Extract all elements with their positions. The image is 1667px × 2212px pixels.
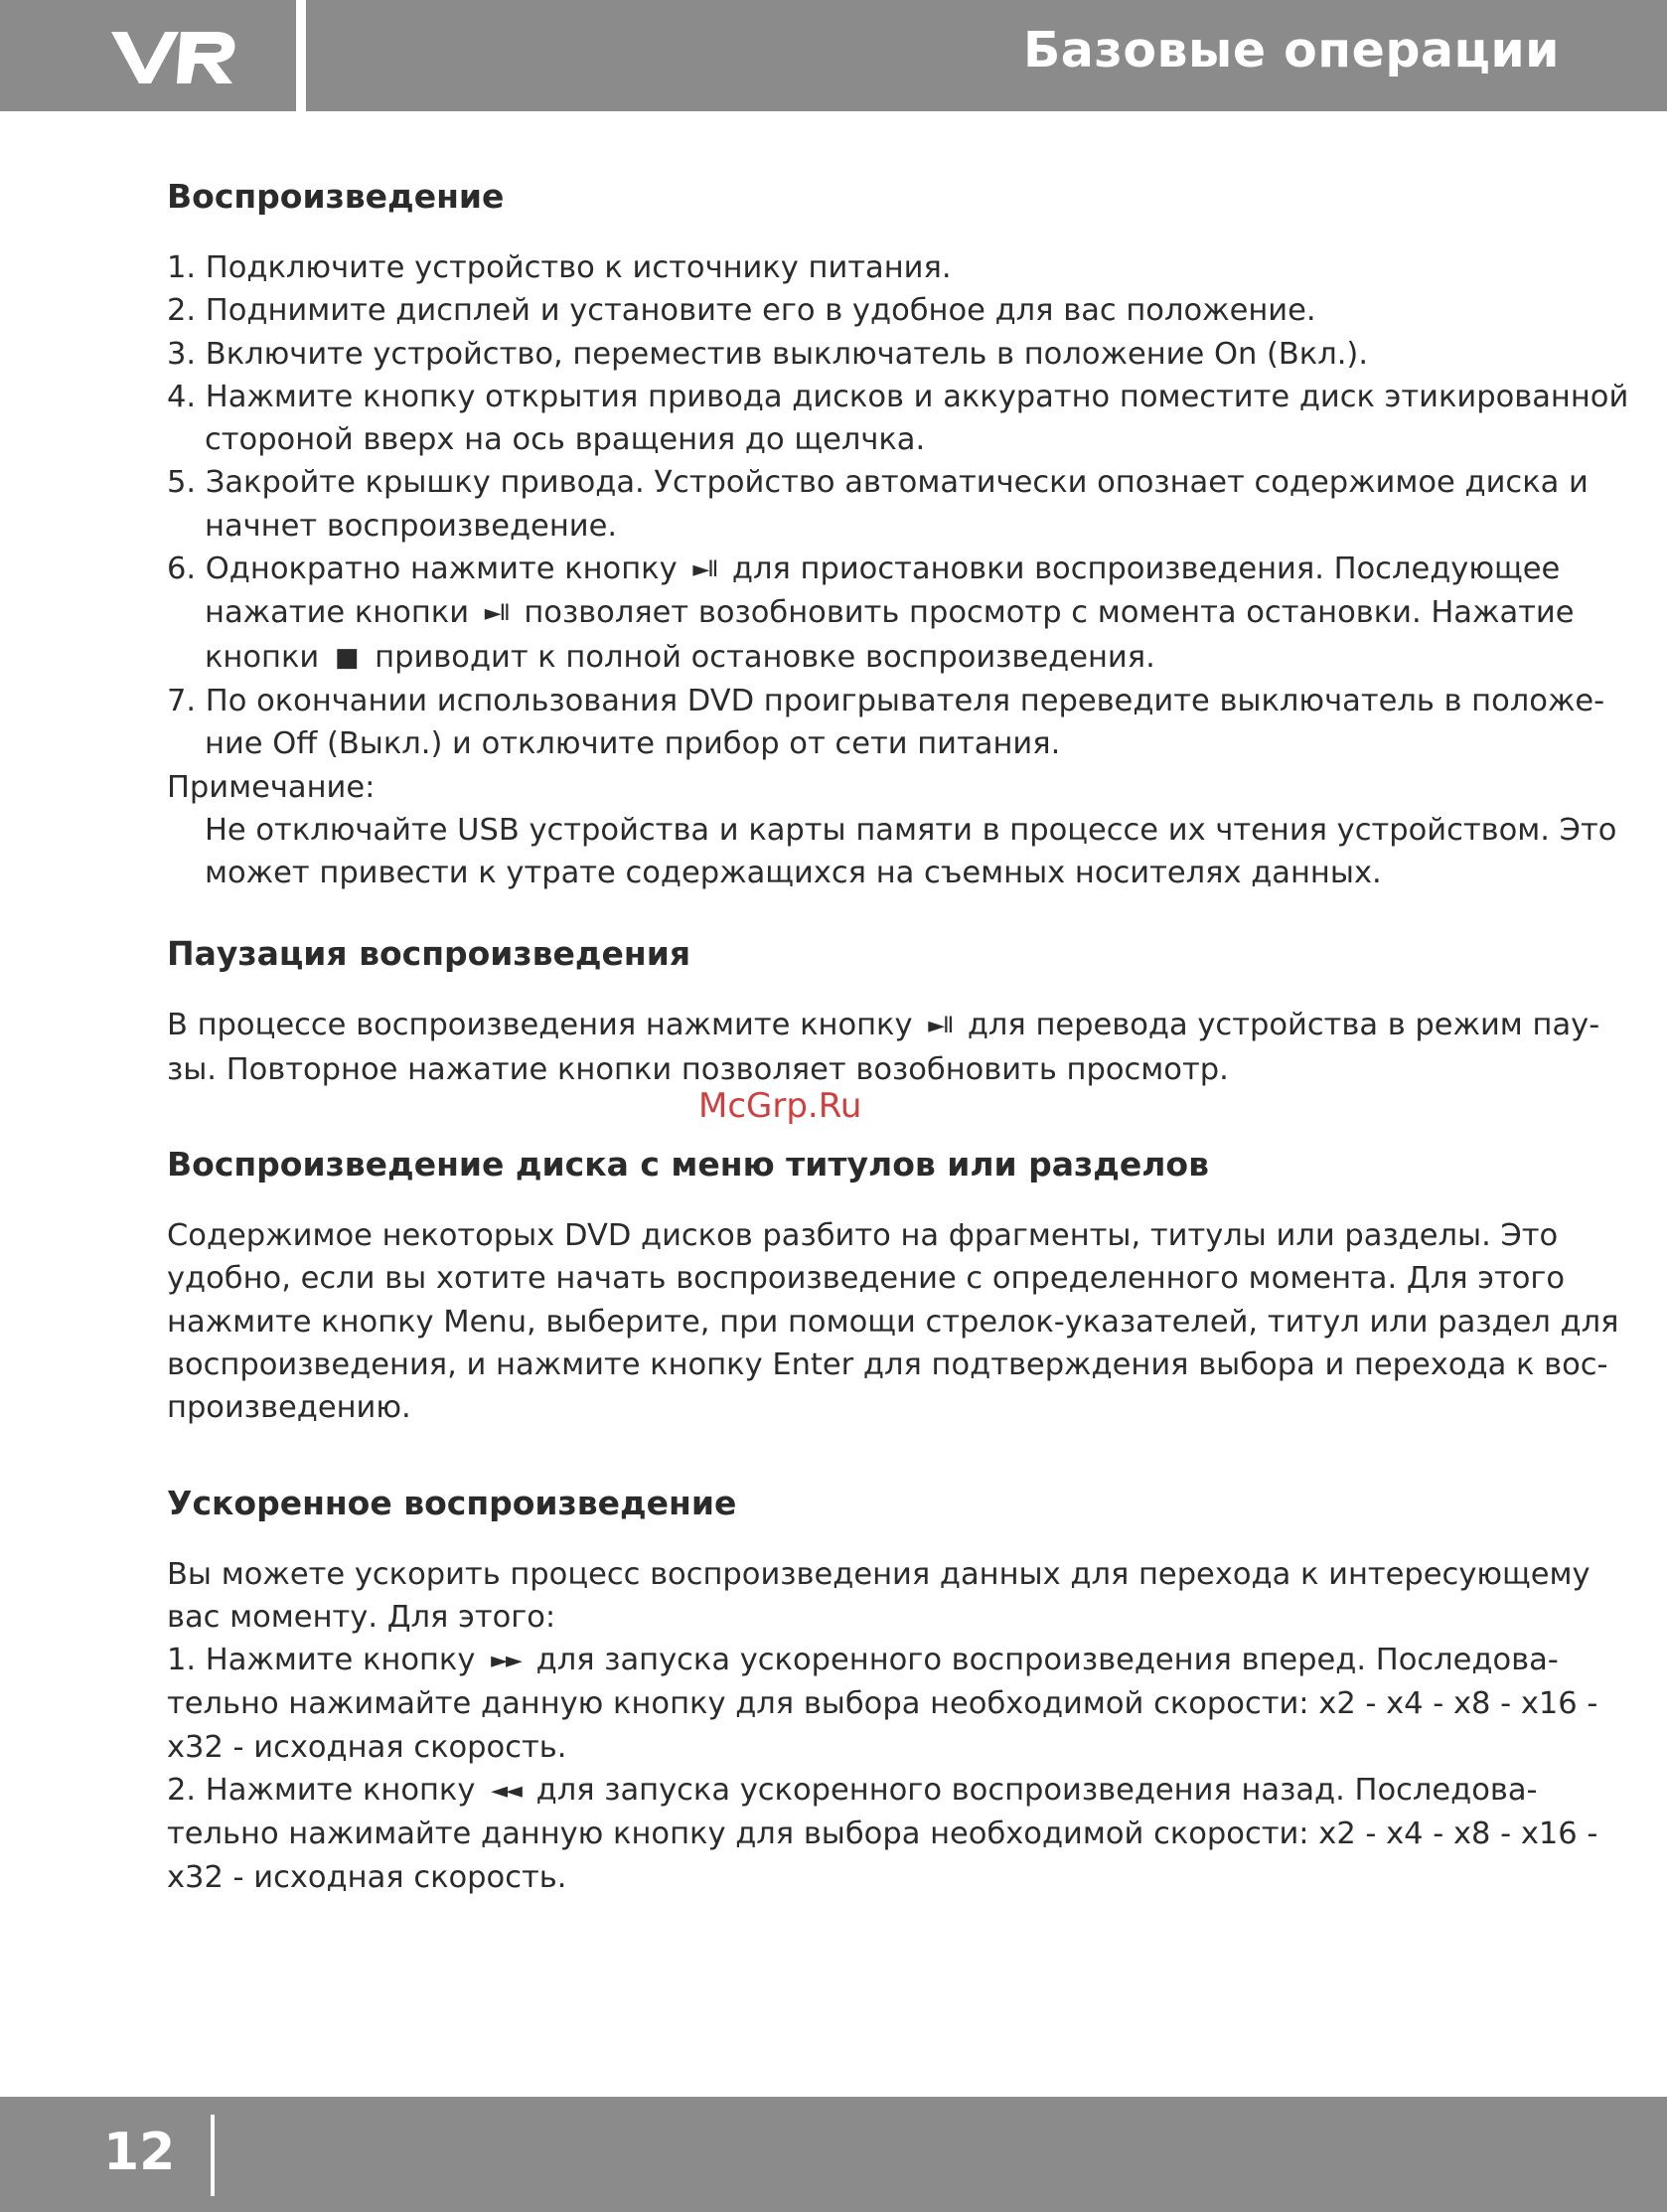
fast-line-7: тельно нажимайте данную кнопку для выбора необходимой скорости: x2 - x4 - x8 - x16 -	[167, 1817, 1598, 1852]
fast-line-1: Вы можете ускорить процесс воспроизведения данных для перехода к интересующему	[167, 1556, 1591, 1592]
note-line-1: Не отключайте USB устройства и карты памяти в процессе их чтения устройством. Это	[205, 812, 1617, 848]
page-number: 12	[103, 2123, 176, 2182]
step-6-text-b: для приостановки воспроизведения. Последующее	[722, 552, 1561, 587]
page-footer	[0, 2097, 1667, 2212]
section-heading-pause: Паузация воспроизведения	[167, 934, 691, 974]
page-header	[0, 0, 1667, 111]
playback-step-3: 3. Включите устройство, переместив выключатель в положение On (Вкл.).	[167, 336, 1369, 372]
section-heading-fast: Ускоренное воспроизведение	[167, 1483, 737, 1522]
section-heading-playback: Воспроизведение	[167, 177, 505, 216]
menu-line-3: нажмите кнопку Menu, выберите, при помощи стрелок-указателей, титул или раздел для	[167, 1304, 1619, 1340]
fast-line-8: x32 - исходная скорость.	[167, 1859, 567, 1895]
playback-step-6-cont	[167, 591, 1575, 635]
step-6-text-e: кнопки	[205, 639, 329, 675]
fast-line-4: тельно нажимайте данную кнопку для выбора необходимой скорости: x2 - x4 - x8 - x16 -	[167, 1686, 1598, 1722]
fast-line-5: x32 - исходная скорость.	[167, 1729, 567, 1765]
step-6-text-f: приводит к полной остановке воспроизведения.	[365, 639, 1155, 675]
playback-step-4: 4. Нажмите кнопку открытия привода дисков и аккуратно поместите диск этикированной	[167, 379, 1629, 414]
fast-line-6	[167, 1769, 1568, 1813]
menu-line-2: удобно, если вы хотите начать воспроизведение с определенного момента. Для этого	[167, 1261, 1566, 1297]
stop-icon: ■	[334, 642, 360, 673]
step-6-text-a: 6. Однократно нажмите кнопку	[167, 552, 687, 587]
fast-text-d: для запуска ускоренного воспроизведения назад. Последова-	[526, 1773, 1538, 1809]
play-pause-icon: ►II	[484, 601, 509, 627]
pause-text-b: для перевода устройства в режим пау-	[958, 1008, 1600, 1043]
playback-step-5: 5. Закройте крышку привода. Устройство автоматически опознает содержимое диска и	[167, 465, 1589, 501]
pause-line-1	[167, 1004, 1600, 1047]
step-6-text-d: позволяет возобновить просмотр с момента остановки. Нажатие	[514, 595, 1575, 631]
menu-line-4: воспроизведения, и нажмите кнопку Enter для подтверждения выбора и перехода к вос-	[167, 1346, 1608, 1382]
watermark: McGrp.Ru	[698, 1086, 862, 1126]
menu-line-5: произведению.	[167, 1390, 411, 1426]
fast-text-a: 1. Нажмите кнопку	[167, 1643, 486, 1678]
footer-divider	[211, 2115, 215, 2196]
vr-logo-icon	[109, 26, 238, 87]
playback-step-1: 1. Подключите устройство к источнику питания.	[167, 250, 952, 285]
fast-text-b: для запуска ускоренного воспроизведения вперед. Последова-	[526, 1643, 1559, 1678]
section-heading-menu: Воспроизведение диска с меню титулов или разделов	[167, 1145, 1209, 1185]
page-header-title: Базовые операции	[1022, 22, 1560, 79]
playback-step-6-cont-2	[167, 636, 1568, 680]
logo-box	[0, 0, 296, 111]
playback-step-4-cont: стороной вверх на ось вращения до щелчка.	[205, 422, 926, 458]
rewind-icon: ◄◄	[491, 1779, 521, 1805]
page-content	[167, 167, 1629, 1899]
pause-text-a: В процессе воспроизведения нажмите кнопку	[167, 1008, 923, 1043]
playback-step-2: 2. Поднимите дисплей и установите его в удобное для вас положение.	[167, 293, 1316, 329]
playback-step-6	[167, 548, 1568, 591]
pause-line-2: зы. Повторное нажатие кнопки позволяет возобновить просмотр.	[167, 1051, 1229, 1087]
fast-line-2: вас моменту. Для этого:	[167, 1599, 556, 1635]
playback-step-5-cont: начнет воспроизведение.	[205, 508, 618, 544]
menu-line-1: Содержимое некоторых DVD дисков разбито на фрагменты, титулы или разделы. Это	[167, 1218, 1559, 1254]
play-pause-icon: ►II	[692, 557, 717, 583]
step-6-text-c: нажатие кнопки	[205, 595, 479, 631]
playback-step-7-cont: ние Off (Выкл.) и отключите прибор от сети питания.	[205, 726, 1061, 762]
fast-text-c: 2. Нажмите кнопку	[167, 1773, 486, 1809]
playback-step-7: 7. По окончании использования DVD проигрывателя переведите выключатель в положе-	[167, 683, 1605, 718]
note-label: Примечание:	[167, 769, 376, 805]
fast-line-3	[167, 1639, 1568, 1682]
play-pause-icon: ►II	[928, 1014, 953, 1039]
note-line-2: может привести к утрате содержащихся на съемных носителях данных.	[205, 856, 1382, 891]
fast-forward-icon: ►►	[491, 1649, 521, 1674]
